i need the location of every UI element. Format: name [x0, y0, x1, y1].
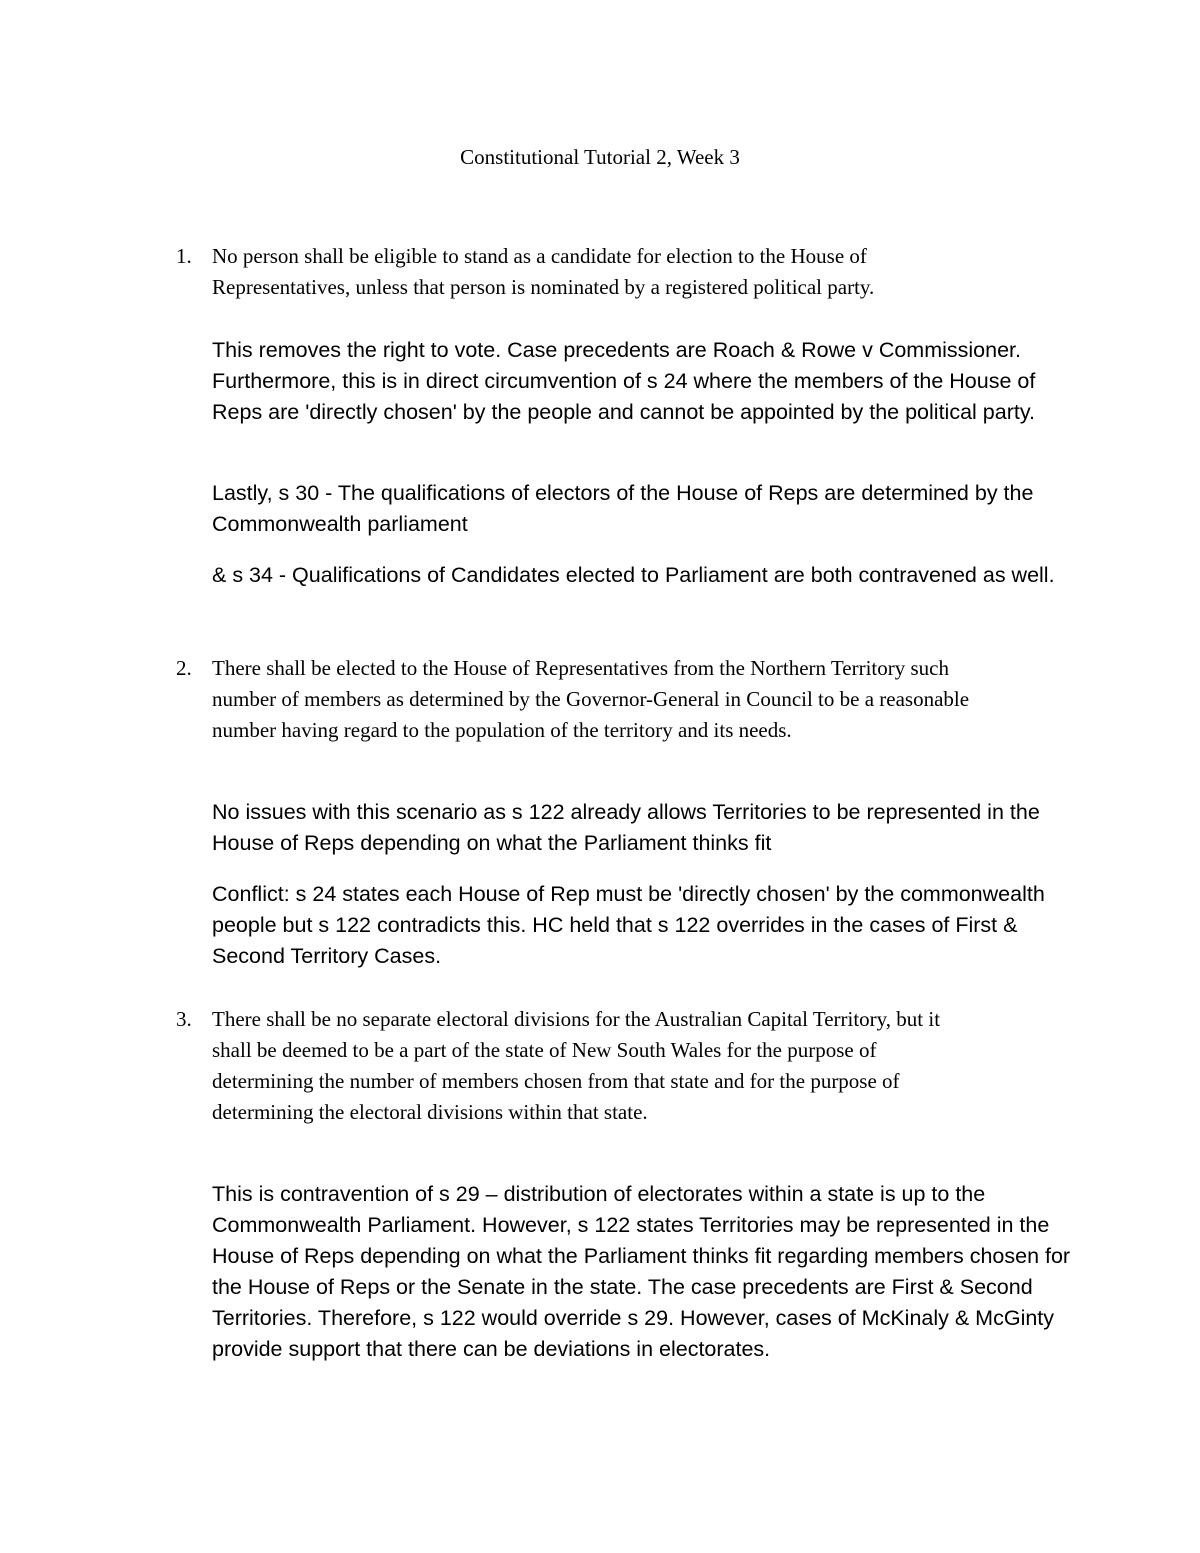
answer-2-paragraph-1: No issues with this scenario as s 122 already allows Territories to be represented in the House of Reps depending on what the Parliament thinks fit [212, 800, 1040, 855]
question-number-2: 2. [176, 656, 192, 680]
question-text-1: No person shall be eligible to stand as a candidate for election to the House of Representatives, unless that person is nominated by a registered political party. [212, 244, 875, 299]
answer-1-paragraph-3: & s 34 - Qualifications of Candidates elected to Parliament are both contravened as well. [212, 563, 1055, 587]
question-text-2: There shall be elected to the House of Representatives from the Northern Territory such number of members as determined by the Governor-General in Council to be a reasonable number having regard to the population of the territory and its needs. [212, 656, 970, 742]
question-text-3: There shall be no separate electoral divisions for the Australian Capital Territory, but it shall be deemed to be a part of the state of New South Wales for the purpose of determining the number of members chosen from that state and for the purpose of determining the electoral divisions within that state. [212, 1007, 941, 1124]
question-number-1: 1. [176, 244, 192, 268]
answer-3-paragraph-1: This is contravention of s 29 – distribution of electorates within a state is up to the Commonwealth Parliament. However, s 122 states Territories may be represented in the House of Reps depending on what the Parliament thinks fit regarding members chosen for the House of Reps or the Senate in the state. The case precedents are First & Second Territories. Therefore, s 122 would override s 29. However, cases of McKinaly & McGinty provide support that there can be deviations in electorates. [212, 1182, 1071, 1361]
question-number-3: 3. [176, 1007, 192, 1031]
document-title: Constitutional Tutorial 2, Week 3 [460, 145, 740, 169]
answer-2-paragraph-2: Conflict: s 24 states each House of Rep must be 'directly chosen' by the commonwealth people but s 122 contradicts this. HC held that s 122 overrides in the cases of First & Second Territory Cases. [212, 882, 1045, 968]
answer-1-paragraph-2: Lastly, s 30 - The qualifications of electors of the House of Reps are determined by the Commonwealth parliament [212, 481, 1034, 536]
answer-1-paragraph-1: This removes the right to vote. Case precedents are Roach & Rowe v Commissioner. Furthermore, this is in direct circumvention of s 24 where the members of the House of Reps are 'directly chosen' by the people and cannot be appointed by the political party. [212, 338, 1036, 424]
